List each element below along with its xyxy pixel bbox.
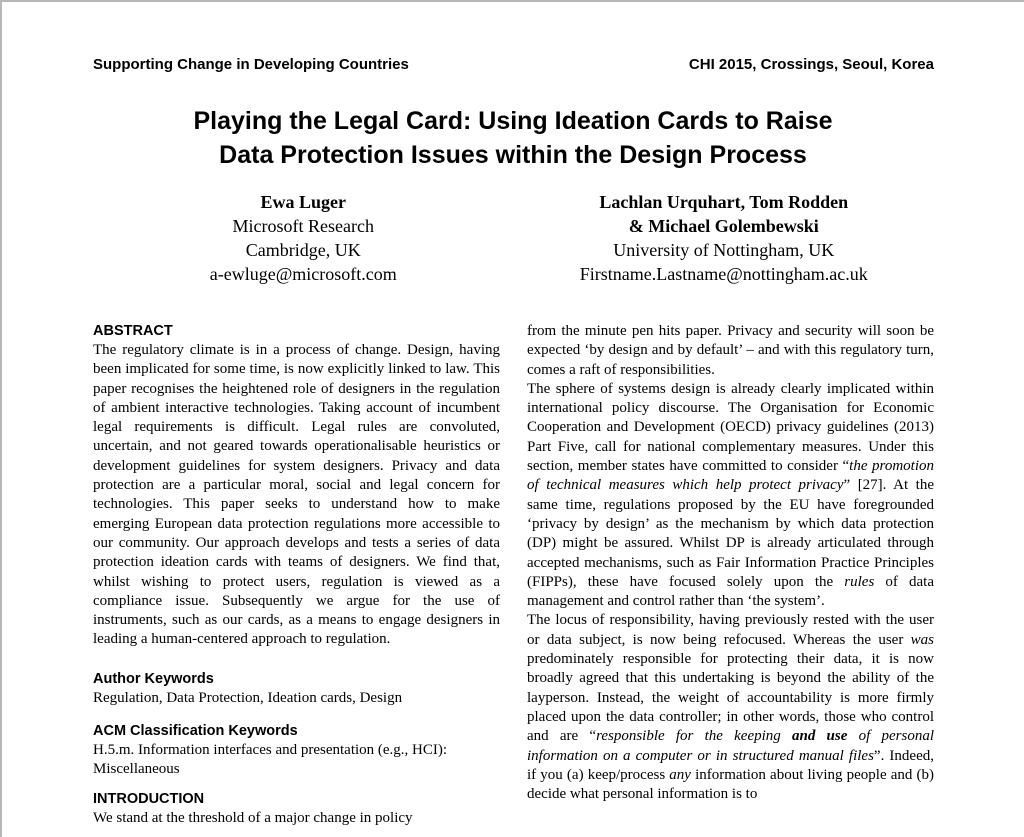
- author-block-right: [514, 190, 935, 286]
- page-title: [2, 104, 1024, 172]
- author-blocks: [93, 190, 934, 286]
- left-column: [93, 322, 500, 837]
- author-block-left: [93, 190, 514, 286]
- running-header: [93, 56, 934, 74]
- body-columns: [93, 322, 934, 837]
- author-email: a-ewluge@microsoft.com: [209, 264, 397, 284]
- abstract-heading: ABSTRACT: [93, 323, 173, 339]
- author-name: Ewa Luger: [260, 192, 346, 212]
- introduction-heading: INTRODUCTION: [93, 790, 205, 807]
- author-keywords-text: Regulation, Data Protection, Ideation cards, Design: [93, 689, 403, 706]
- header-left-text: Supporting Change in Developing Countries: [93, 56, 409, 73]
- title-line-1: Playing the Legal Card: Using Ideation Cards to Raise: [193, 107, 833, 135]
- body-paragraph: The locus of responsibility, having previously rested with the user or data subject, is now being refocused. Whereas the user was predominately responsible for protecting their data, it is now broadly agreed that this undertaking is beyond the ability of the layperson. Instead, the weight of accountability is more firmly placed upon the data controller; in other words, those who control and are “responsible for the keeping and use of personal information on a computer or in structured manual files”. Indeed, if you (a) keep/process any information about living people and (b) decide what personal information is to: [527, 612, 934, 803]
- author-keywords-heading: Author Keywords: [93, 670, 214, 687]
- author-name: Lachlan Urquhart, Tom Rodden: [599, 192, 849, 212]
- acm-classification-heading: ACM Classification Keywords: [93, 723, 298, 740]
- acm-classification-text: H.5.m. Information interfaces and presentation (e.g., HCI): Miscellaneous: [93, 742, 448, 778]
- author-location: Cambridge, UK: [245, 240, 361, 260]
- header-right-text: CHI 2015, Crossings, Seoul, Korea: [688, 56, 934, 73]
- introduction-text: We stand at the threshold of a major change in policy: [93, 809, 413, 826]
- author-affiliation: Microsoft Research: [232, 216, 374, 236]
- abstract-text: The regulatory climate is in a process of change. Design, having been implicated for some time, is now explicitly linked to law. This paper recognises the heightened role of designers in the regulation of ambient interactive technologies. Taking account of incumbent legal requirements is difficult. Legal rules are convoluted, uncertain, and not geared towards operationalisable heuristics or development guidelines for system designers. Privacy and data protection are a particular moral, social and legal concern for technologies. This paper seeks to understand how to make emerging European data protection regulations more accessible to our community. Our approach develops and tests a series of data protection ideation cards with teams of designers. We find that, whilst wishing to protect users, regulation is viewed as a compliance issue. Subsequently we argue for the use of instruments, such as our cards, as a means to engage designers in leading a human-centered approach to regulation.: [93, 342, 500, 648]
- author-email: Firstname.Lastname@nottingham.ac.uk: [579, 264, 868, 284]
- title-line-2: Data Protection Issues within the Design Process: [219, 141, 807, 169]
- body-paragraph: The sphere of systems design is already clearly implicated within international policy discourse. The Organisation for Economic Cooperation and Development (OECD) privacy guidelines (2013) Part Five, call for national complementary measures. Under this section, member states have committed to consider “the promotion of technical measures which help protect privacy” [27]. At the same time, regulations proposed by the EU have foregrounded ‘privacy by design’ as the mechanism by which data protection (DP) might be assured. Whilst DP is already articulated through accepted mechanisms, such as Fair Information Practice Principles (FIPPs), these have focused solely upon the rules of data management and control rather than ‘the system’.: [527, 380, 934, 610]
- body-paragraph: from the minute pen hits paper. Privacy and security will soon be expected ‘by design and by default’ – and with this regulatory turn, comes a raft of responsibilities.: [527, 323, 934, 378]
- author-name: & Michael Golembewski: [628, 216, 819, 236]
- author-affiliation: University of Nottingham, UK: [613, 240, 835, 260]
- right-column: [527, 322, 934, 837]
